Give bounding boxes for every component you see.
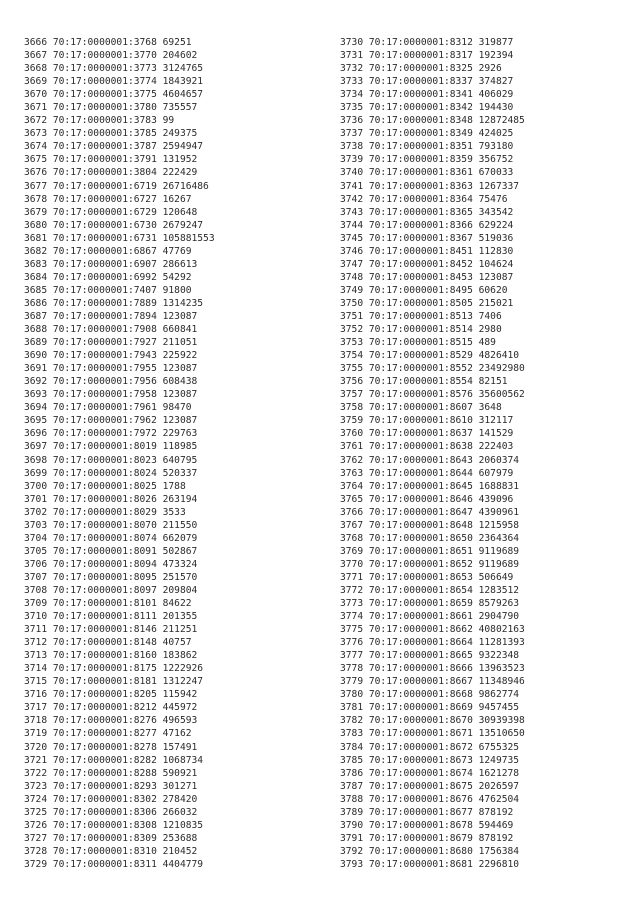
list-item: 3729 70:17:0000001:8311 4404779 — [24, 858, 204, 870]
list-item: 3699 70:17:0000001:8024 520337 — [24, 467, 198, 479]
list-item: 3749 70:17:0000001:8495 60620 — [340, 284, 508, 296]
list-item: 3784 70:17:0000001:8672 6755325 — [340, 741, 520, 753]
list-item: 3780 70:17:0000001:8668 9862774 — [340, 689, 520, 701]
list-item: 3669 70:17:0000001:3774 1843921 — [24, 76, 204, 88]
list-item: 3793 70:17:0000001:8681 2296810 — [340, 858, 520, 870]
list-item: 3744 70:17:0000001:8366 629224 — [340, 219, 514, 231]
list-item: 3697 70:17:0000001:8019 118985 — [24, 441, 198, 453]
list-item: 3788 70:17:0000001:8676 4762504 — [340, 793, 520, 805]
list-item: 3672 70:17:0000001:3783 99 — [24, 115, 175, 127]
list-item: 3742 70:17:0000001:8364 75476 — [340, 193, 508, 205]
list-item: 3772 70:17:0000001:8654 1283512 — [340, 584, 520, 596]
list-item: 3686 70:17:0000001:7889 1314235 — [24, 297, 204, 309]
list-item: 3681 70:17:0000001:6731 105881553 — [24, 232, 215, 244]
list-item: 3715 70:17:0000001:8181 1312247 — [24, 676, 204, 688]
list-item: 3670 70:17:0000001:3775 4604657 — [24, 89, 204, 101]
list-item: 3751 70:17:0000001:8513 7406 — [340, 310, 502, 322]
list-item: 3714 70:17:0000001:8175 1222926 — [24, 663, 204, 675]
list-item: 3773 70:17:0000001:8659 8579263 — [340, 598, 520, 610]
list-item: 3694 70:17:0000001:7961 98470 — [24, 402, 192, 414]
list-item: 3768 70:17:0000001:8650 2364364 — [340, 532, 520, 544]
list-item: 3687 70:17:0000001:7894 123087 — [24, 310, 198, 322]
list-item: 3734 70:17:0000001:8341 406029 — [340, 89, 514, 101]
list-item: 3731 70:17:0000001:8317 192394 — [340, 50, 514, 62]
list-item: 3678 70:17:0000001:6727 16267 — [24, 193, 192, 205]
list-item: 3766 70:17:0000001:8647 4390961 — [340, 506, 520, 518]
list-item: 3774 70:17:0000001:8661 2904790 — [340, 611, 520, 623]
list-item: 3666 70:17:0000001:3768 69251 — [24, 37, 192, 48]
list-item: 3743 70:17:0000001:8365 343542 — [340, 206, 514, 218]
list-item: 3775 70:17:0000001:8662 40802163 — [340, 624, 525, 636]
list-item: 3720 70:17:0000001:8278 157491 — [24, 741, 198, 753]
list-item: 3777 70:17:0000001:8665 9322348 — [340, 650, 520, 662]
list-item: 3771 70:17:0000001:8653 506649 — [340, 571, 514, 583]
list-item: 3676 70:17:0000001:3804 222429 — [24, 167, 198, 179]
list-item: 3732 70:17:0000001:8325 2926 — [340, 63, 502, 75]
list-item: 3781 70:17:0000001:8669 9457455 — [340, 702, 520, 714]
list-item: 3727 70:17:0000001:8309 253688 — [24, 832, 198, 844]
list-item: 3668 70:17:0000001:3773 3124765 — [24, 63, 204, 75]
list-item: 3713 70:17:0000001:8160 183862 — [24, 650, 198, 662]
list-item: 3717 70:17:0000001:8212 445972 — [24, 702, 198, 714]
list-item: 3706 70:17:0000001:8094 473324 — [24, 558, 198, 570]
list-item: 3718 70:17:0000001:8276 496593 — [24, 715, 198, 727]
list-item: 3752 70:17:0000001:8514 2980 — [340, 324, 502, 336]
list-item: 3730 70:17:0000001:8312 319877 — [340, 37, 514, 48]
list-item: 3741 70:17:0000001:8363 1267337 — [340, 180, 520, 192]
list-item: 3683 70:17:0000001:6907 286613 — [24, 258, 198, 270]
list-item: 3737 70:17:0000001:8349 424025 — [340, 128, 514, 140]
list-item: 3764 70:17:0000001:8645 1688831 — [340, 480, 520, 492]
list-item: 3680 70:17:0000001:6730 2679247 — [24, 219, 204, 231]
list-item: 3762 70:17:0000001:8643 2060374 — [340, 454, 520, 466]
list-item: 3675 70:17:0000001:3791 131952 — [24, 154, 198, 166]
list-item: 3754 70:17:0000001:8529 4826410 — [340, 350, 520, 362]
list-item: 3721 70:17:0000001:8282 1068734 — [24, 754, 204, 766]
list-item: 3679 70:17:0000001:6729 120648 — [24, 206, 198, 218]
list-item: 3750 70:17:0000001:8505 215021 — [340, 297, 514, 309]
list-item: 3674 70:17:0000001:3787 2594947 — [24, 141, 204, 153]
list-item: 3767 70:17:0000001:8648 1215958 — [340, 519, 520, 531]
list-item: 3698 70:17:0000001:8023 640795 — [24, 454, 198, 466]
list-item: 3712 70:17:0000001:8148 40757 — [24, 637, 192, 649]
list-item: 3738 70:17:0000001:8351 793180 — [340, 141, 514, 153]
list-item: 3673 70:17:0000001:3785 249375 — [24, 128, 198, 140]
list-item: 3710 70:17:0000001:8111 201355 — [24, 611, 198, 623]
list-item: 3728 70:17:0000001:8310 210452 — [24, 845, 198, 857]
right-column — [340, 36, 525, 871]
list-item: 3724 70:17:0000001:8302 278420 — [24, 793, 198, 805]
list-item: 3716 70:17:0000001:8205 115942 — [24, 689, 198, 701]
list-item: 3735 70:17:0000001:8342 194430 — [340, 102, 514, 114]
list-item: 3760 70:17:0000001:8637 141529 — [340, 428, 514, 440]
list-item: 3711 70:17:0000001:8146 211251 — [24, 624, 198, 636]
list-item: 3789 70:17:0000001:8677 878192 — [340, 806, 514, 818]
list-item: 3703 70:17:0000001:8070 211550 — [24, 519, 198, 531]
list-item: 3704 70:17:0000001:8074 662079 — [24, 532, 198, 544]
list-item: 3792 70:17:0000001:8680 1756384 — [340, 845, 520, 857]
list-item: 3758 70:17:0000001:8607 3648 — [340, 402, 502, 414]
list-item: 3692 70:17:0000001:7956 608438 — [24, 376, 198, 388]
list-item: 3702 70:17:0000001:8029 3533 — [24, 506, 186, 518]
list-item: 3719 70:17:0000001:8277 47162 — [24, 728, 192, 740]
list-item: 3707 70:17:0000001:8095 251570 — [24, 571, 198, 583]
list-item: 3677 70:17:0000001:6719 26716486 — [24, 180, 209, 192]
list-item: 3778 70:17:0000001:8666 13963523 — [340, 663, 525, 675]
list-item: 3776 70:17:0000001:8664 11281393 — [340, 637, 525, 649]
list-item: 3740 70:17:0000001:8361 670033 — [340, 167, 514, 179]
list-item: 3667 70:17:0000001:3770 204602 — [24, 50, 198, 62]
list-item: 3708 70:17:0000001:8097 209804 — [24, 584, 198, 596]
list-item: 3725 70:17:0000001:8306 266032 — [24, 806, 198, 818]
list-item: 3690 70:17:0000001:7943 225922 — [24, 350, 198, 362]
list-item: 3790 70:17:0000001:8678 594469 — [340, 819, 514, 831]
list-item: 3733 70:17:0000001:8337 374827 — [340, 76, 514, 88]
list-item: 3693 70:17:0000001:7958 123087 — [24, 389, 198, 401]
list-item: 3763 70:17:0000001:8644 607979 — [340, 467, 514, 479]
list-item: 3684 70:17:0000001:6992 54292 — [24, 271, 192, 283]
list-item: 3779 70:17:0000001:8667 11348946 — [340, 676, 525, 688]
list-item: 3753 70:17:0000001:8515 489 — [340, 337, 496, 349]
list-item: 3696 70:17:0000001:7972 229763 — [24, 428, 198, 440]
list-item: 3688 70:17:0000001:7908 660841 — [24, 324, 198, 336]
list-item: 3757 70:17:0000001:8576 35600562 — [340, 389, 525, 401]
list-item: 3783 70:17:0000001:8671 13510650 — [340, 728, 525, 740]
list-item: 3769 70:17:0000001:8651 9119689 — [340, 545, 520, 557]
list-item: 3695 70:17:0000001:7962 123087 — [24, 415, 198, 427]
list-item: 3689 70:17:0000001:7927 211051 — [24, 337, 198, 349]
list-item: 3748 70:17:0000001:8453 123087 — [340, 271, 514, 283]
list-item: 3682 70:17:0000001:6867 47769 — [24, 245, 192, 257]
list-item: 3782 70:17:0000001:8670 30939398 — [340, 715, 525, 727]
list-item: 3785 70:17:0000001:8673 1249735 — [340, 754, 520, 766]
list-item: 3787 70:17:0000001:8675 2026597 — [340, 780, 520, 792]
list-item: 3700 70:17:0000001:8025 1788 — [24, 480, 186, 492]
list-item: 3791 70:17:0000001:8679 878192 — [340, 832, 514, 844]
list-item: 3701 70:17:0000001:8026 263194 — [24, 493, 198, 505]
list-item: 3723 70:17:0000001:8293 301271 — [24, 780, 198, 792]
left-column — [24, 36, 215, 871]
list-item: 3709 70:17:0000001:8101 84622 — [24, 598, 192, 610]
list-item: 3736 70:17:0000001:8348 12872485 — [340, 115, 525, 127]
list-item: 3761 70:17:0000001:8638 222403 — [340, 441, 514, 453]
list-item: 3705 70:17:0000001:8091 502867 — [24, 545, 198, 557]
list-item: 3756 70:17:0000001:8554 82151 — [340, 376, 508, 388]
list-item: 3745 70:17:0000001:8367 519036 — [340, 232, 514, 244]
list-item: 3770 70:17:0000001:8652 9119689 — [340, 558, 520, 570]
list-item: 3786 70:17:0000001:8674 1621278 — [340, 767, 520, 779]
list-item: 3747 70:17:0000001:8452 104624 — [340, 258, 514, 270]
list-item: 3671 70:17:0000001:3780 735557 — [24, 102, 198, 114]
list-item: 3691 70:17:0000001:7955 123087 — [24, 363, 198, 375]
list-item: 3746 70:17:0000001:8451 112830 — [340, 245, 514, 257]
list-item: 3685 70:17:0000001:7407 91800 — [24, 284, 192, 296]
list-item: 3765 70:17:0000001:8646 439096 — [340, 493, 514, 505]
list-item: 3739 70:17:0000001:8359 356752 — [340, 154, 514, 166]
list-item: 3759 70:17:0000001:8610 312117 — [340, 415, 514, 427]
list-item: 3726 70:17:0000001:8308 1210835 — [24, 819, 204, 831]
list-item: 3722 70:17:0000001:8288 590921 — [24, 767, 198, 779]
list-item: 3755 70:17:0000001:8552 23492980 — [340, 363, 525, 375]
